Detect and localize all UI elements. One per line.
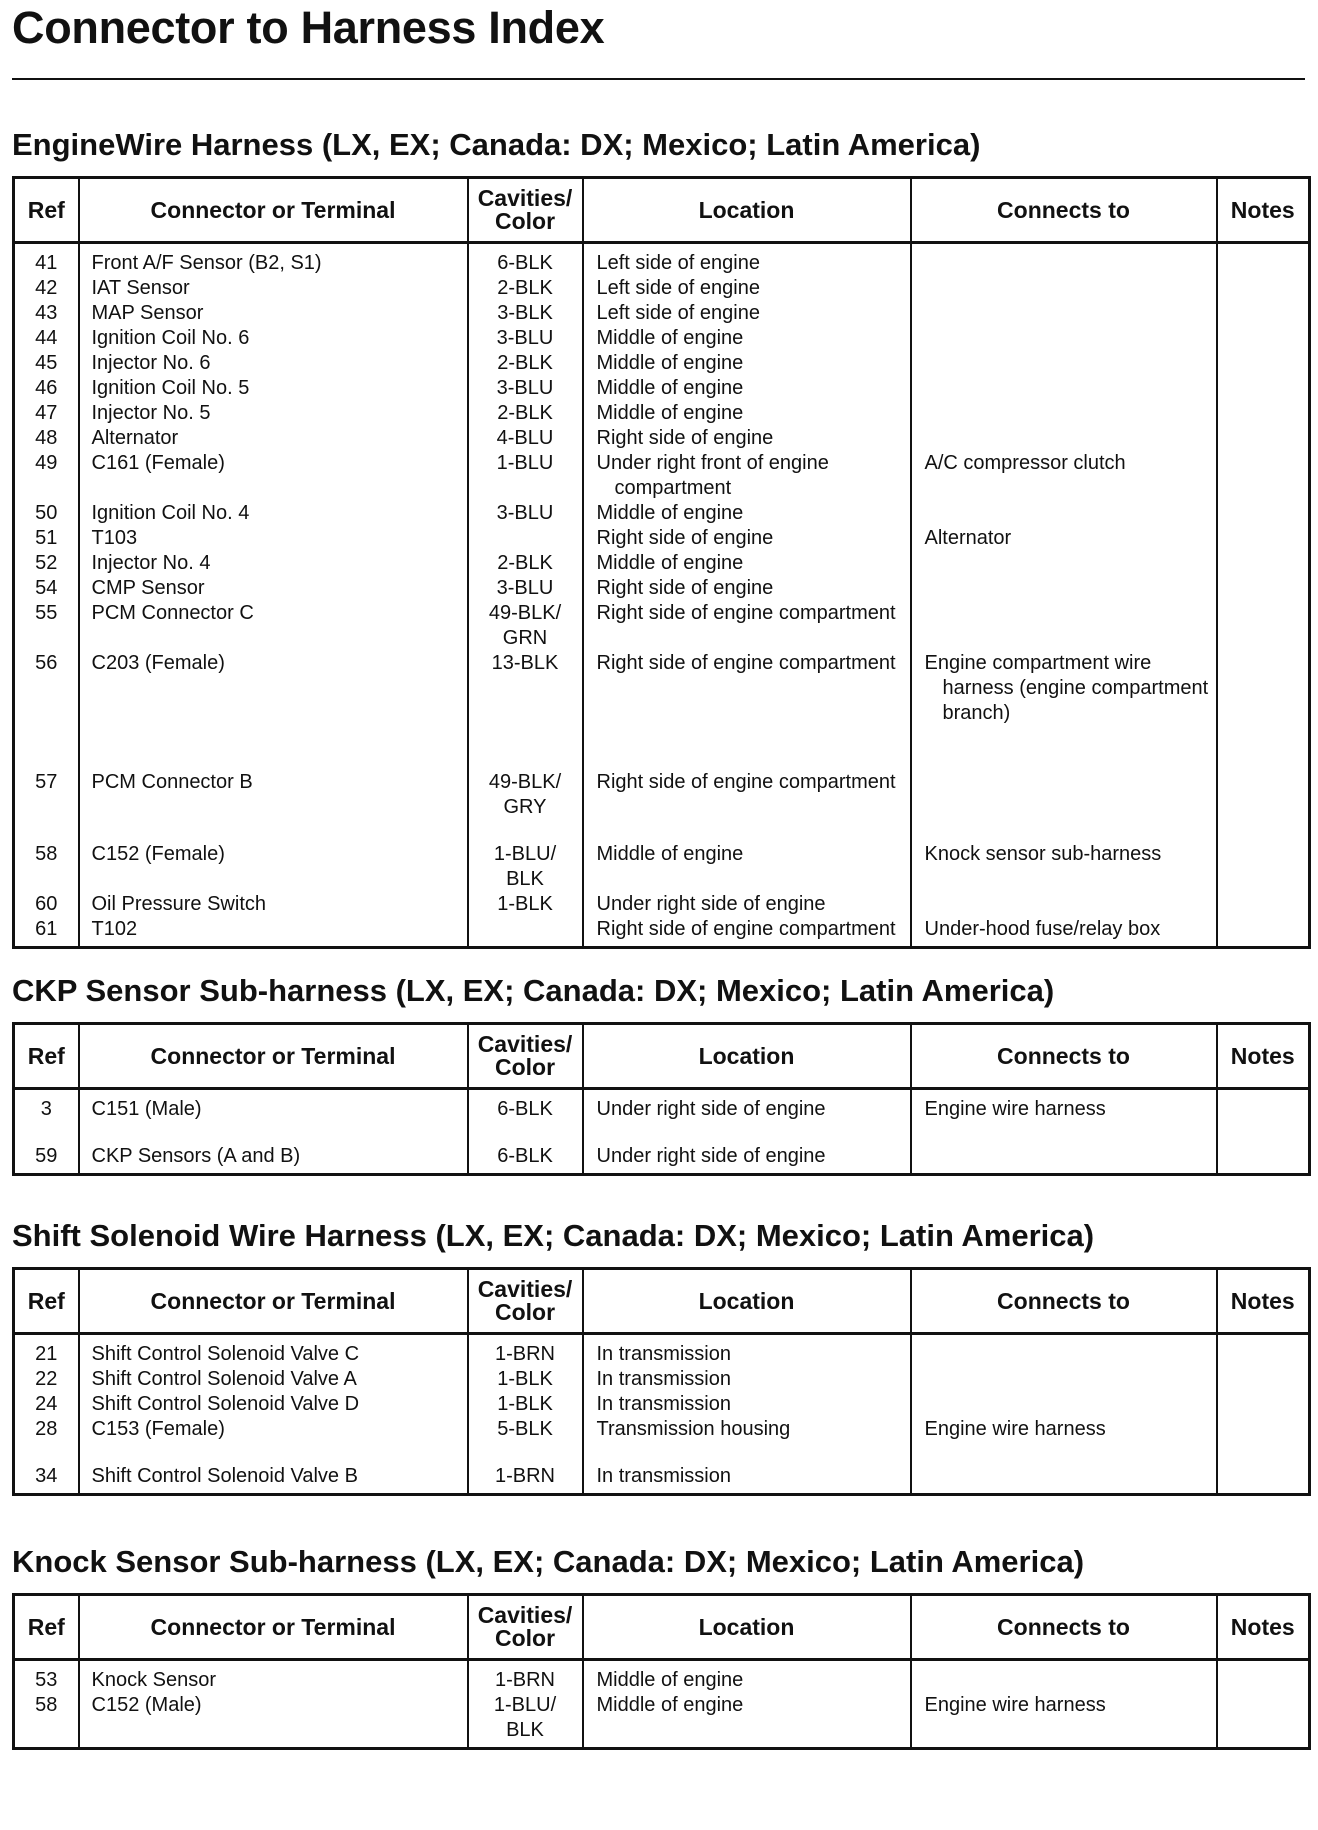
table-row	[14, 426, 1310, 451]
spacer-row	[14, 1169, 1310, 1175]
cell-ref: 41	[14, 251, 79, 276]
cell-notes	[1217, 301, 1310, 326]
cell-cavities: 2-BLK	[468, 401, 583, 426]
spacer-row	[14, 1122, 1310, 1144]
cell-location: Left side of engine	[583, 251, 911, 276]
cell-connects-to	[911, 1668, 1217, 1693]
table-row	[14, 301, 1310, 326]
cell-connects-to	[911, 251, 1217, 276]
cell-cavities: 2-BLK	[468, 276, 583, 301]
table-row	[14, 526, 1310, 551]
table-row	[14, 1392, 1310, 1417]
header-cavities: Cavities/ Color	[468, 1024, 583, 1089]
cell-connects-to	[911, 1464, 1217, 1489]
cell-cavities: 49-BLK/ GRN	[468, 601, 583, 651]
cell-notes	[1217, 842, 1310, 892]
cell-connector: C153 (Female)	[79, 1417, 468, 1442]
cell-connector: C151 (Male)	[79, 1097, 468, 1122]
cell-notes	[1217, 1342, 1310, 1367]
cell-connects-to: Under-hood fuse/relay box	[911, 917, 1217, 942]
header-ref: Ref	[14, 1269, 79, 1334]
cell-ref: 58	[14, 842, 79, 892]
cell-notes	[1217, 326, 1310, 351]
table-row	[14, 251, 1310, 276]
cell-location: Middle of engine	[583, 551, 911, 576]
cell-cavities	[468, 917, 583, 942]
cell-connector: Shift Control Solenoid Valve B	[79, 1464, 468, 1489]
cell-connector: C152 (Female)	[79, 842, 468, 892]
cell-notes	[1217, 451, 1310, 501]
ckp-sensor-sub-harness-table	[12, 1022, 1311, 1176]
header-notes: Notes	[1217, 178, 1310, 243]
cell-cavities: 1-BRN	[468, 1668, 583, 1693]
cell-notes	[1217, 551, 1310, 576]
cell-ref: 59	[14, 1144, 79, 1169]
engine-wire-harness-table	[12, 176, 1311, 949]
spacer-row	[14, 243, 1310, 252]
page-title: Connector to Harness Index	[12, 2, 605, 53]
cell-connects-to: Engine wire harness	[911, 1097, 1217, 1122]
cell-cavities: 1-BLK	[468, 892, 583, 917]
cell-cavities: 1-BLK	[468, 1367, 583, 1392]
cell-connects-to	[911, 326, 1217, 351]
header-location: Location	[583, 1269, 911, 1334]
cell-notes	[1217, 351, 1310, 376]
cell-ref: 34	[14, 1464, 79, 1489]
spacer-row	[14, 1743, 1310, 1749]
cell-location: Middle of engine	[583, 401, 911, 426]
cell-connects-to	[911, 301, 1217, 326]
cell-cavities: 3-BLU	[468, 326, 583, 351]
table-row	[14, 551, 1310, 576]
cell-ref: 45	[14, 351, 79, 376]
cell-location: Right side of engine compartment	[583, 770, 911, 820]
cell-connects-to: A/C compressor clutch	[911, 451, 1217, 501]
cell-connector: Ignition Coil No. 4	[79, 501, 468, 526]
cell-cavities: 3-BLU	[468, 376, 583, 401]
cell-connects-to: Engine wire harness	[911, 1417, 1217, 1442]
cell-connects-to	[911, 1392, 1217, 1417]
cell-notes	[1217, 892, 1310, 917]
cell-location: Under right side of engine	[583, 1097, 911, 1122]
cell-location: Middle of engine	[583, 1668, 911, 1693]
cell-ref: 54	[14, 576, 79, 601]
cell-connector: Shift Control Solenoid Valve D	[79, 1392, 468, 1417]
cell-location: Under right side of engine	[583, 1144, 911, 1169]
table-row	[14, 892, 1310, 917]
cell-cavities: 6-BLK	[468, 1097, 583, 1122]
cell-notes	[1217, 1367, 1310, 1392]
table-row	[14, 1097, 1310, 1122]
cell-ref: 47	[14, 401, 79, 426]
cell-notes	[1217, 1097, 1310, 1122]
cell-location: Right side of engine	[583, 576, 911, 601]
header-connector: Connector or Terminal	[79, 178, 468, 243]
header-notes: Notes	[1217, 1024, 1310, 1089]
table-body	[14, 1660, 1310, 1749]
cell-notes	[1217, 251, 1310, 276]
cell-cavities: 6-BLK	[468, 251, 583, 276]
cell-cavities: 3-BLK	[468, 301, 583, 326]
cell-cavities: 2-BLK	[468, 351, 583, 376]
cell-connector: Injector No. 5	[79, 401, 468, 426]
cell-location: Right side of engine	[583, 426, 911, 451]
cell-connector: CKP Sensors (A and B)	[79, 1144, 468, 1169]
spacer-row	[14, 942, 1310, 948]
cell-location: Middle of engine	[583, 376, 911, 401]
cell-cavities: 1-BRN	[468, 1342, 583, 1367]
table-row	[14, 576, 1310, 601]
cell-ref: 46	[14, 376, 79, 401]
cell-connects-to	[911, 892, 1217, 917]
table-header-row	[14, 1269, 1310, 1334]
header-location: Location	[583, 1024, 911, 1089]
cell-ref: 57	[14, 770, 79, 820]
cell-ref: 52	[14, 551, 79, 576]
cell-notes	[1217, 576, 1310, 601]
cell-ref: 51	[14, 526, 79, 551]
table-row	[14, 326, 1310, 351]
cell-connects-to: Knock sensor sub-harness	[911, 842, 1217, 892]
cell-connects-to	[911, 401, 1217, 426]
cell-connects-to	[911, 576, 1217, 601]
cell-connector: Alternator	[79, 426, 468, 451]
cell-connects-to	[911, 351, 1217, 376]
section-title-engine-wire-harness: EngineWire Harness (LX, EX; Canada: DX; Mexico; Latin America)	[12, 127, 981, 162]
table-row	[14, 601, 1310, 651]
header-ref: Ref	[14, 1024, 79, 1089]
spacer-row	[14, 1089, 1310, 1098]
table-row	[14, 501, 1310, 526]
table-row	[14, 770, 1310, 820]
cell-ref: 44	[14, 326, 79, 351]
table-row	[14, 276, 1310, 301]
cell-location: Right side of engine compartment	[583, 601, 911, 651]
cell-notes	[1217, 501, 1310, 526]
cell-location: Left side of engine	[583, 276, 911, 301]
cell-cavities: 49-BLK/ GRY	[468, 770, 583, 820]
cell-cavities: 3-BLU	[468, 501, 583, 526]
cell-cavities: 5-BLK	[468, 1417, 583, 1442]
shift-solenoid-wire-harness-table	[12, 1267, 1311, 1496]
cell-connector: Knock Sensor	[79, 1668, 468, 1693]
cell-connects-to: Engine wire harness	[911, 1693, 1217, 1743]
title-divider	[12, 78, 1305, 80]
spacer-row	[14, 1334, 1310, 1343]
table-row	[14, 917, 1310, 942]
table-row	[14, 1417, 1310, 1442]
cell-connector: PCM Connector B	[79, 770, 468, 820]
header-notes: Notes	[1217, 1269, 1310, 1334]
cell-connector: PCM Connector C	[79, 601, 468, 651]
table-row	[14, 1367, 1310, 1392]
table-row	[14, 1668, 1310, 1693]
cell-connector: MAP Sensor	[79, 301, 468, 326]
cell-location: In transmission	[583, 1464, 911, 1489]
table-row	[14, 1342, 1310, 1367]
cell-location: In transmission	[583, 1342, 911, 1367]
cell-connector: Injector No. 4	[79, 551, 468, 576]
table-row	[14, 651, 1310, 726]
cell-cavities: 2-BLK	[468, 551, 583, 576]
cell-connects-to	[911, 601, 1217, 651]
spacer-row	[14, 1660, 1310, 1669]
table-row	[14, 1693, 1310, 1743]
cell-ref: 24	[14, 1392, 79, 1417]
table-row	[14, 451, 1310, 501]
cell-connects-to	[911, 1144, 1217, 1169]
spacer-row	[14, 748, 1310, 770]
cell-ref: 49	[14, 451, 79, 501]
cell-ref: 3	[14, 1097, 79, 1122]
cell-ref: 50	[14, 501, 79, 526]
cell-connects-to	[911, 426, 1217, 451]
cell-location: Middle of engine	[583, 842, 911, 892]
header-cavities: Cavities/ Color	[468, 178, 583, 243]
cell-connector: Ignition Coil No. 5	[79, 376, 468, 401]
cell-cavities: 1-BLK	[468, 1392, 583, 1417]
section-title-knock-sensor-sub-harness: Knock Sensor Sub-harness (LX, EX; Canada: DX; Mexico; Latin America)	[12, 1544, 1085, 1579]
cell-location: Right side of engine compartment	[583, 651, 911, 726]
cell-connects-to	[911, 376, 1217, 401]
table-body	[14, 1334, 1310, 1495]
cell-connects-to	[911, 1342, 1217, 1367]
cell-location: Left side of engine	[583, 301, 911, 326]
cell-notes	[1217, 526, 1310, 551]
cell-location: Middle of engine	[583, 1693, 911, 1743]
cell-connector: Oil Pressure Switch	[79, 892, 468, 917]
cell-cavities: 1-BLU	[468, 451, 583, 501]
table-row	[14, 351, 1310, 376]
cell-connector: Front A/F Sensor (B2, S1)	[79, 251, 468, 276]
cell-location: Middle of engine	[583, 501, 911, 526]
cell-ref: 53	[14, 1668, 79, 1693]
cell-connector: IAT Sensor	[79, 276, 468, 301]
cell-ref: 60	[14, 892, 79, 917]
header-connector: Connector or Terminal	[79, 1024, 468, 1089]
cell-notes	[1217, 426, 1310, 451]
cell-notes	[1217, 1693, 1310, 1743]
cell-location: Under right side of engine	[583, 892, 911, 917]
cell-location: Right side of engine	[583, 526, 911, 551]
header-connects-to: Connects to	[911, 1024, 1217, 1089]
cell-ref: 58	[14, 1693, 79, 1743]
table-body	[14, 1089, 1310, 1175]
cell-ref: 28	[14, 1417, 79, 1442]
header-cavities: Cavities/ Color	[468, 1269, 583, 1334]
cell-connector: T102	[79, 917, 468, 942]
header-connects-to: Connects to	[911, 178, 1217, 243]
header-location: Location	[583, 178, 911, 243]
cell-location: Under right front of engine compartment	[583, 451, 911, 501]
header-notes: Notes	[1217, 1595, 1310, 1660]
cell-ref: 43	[14, 301, 79, 326]
section-title-shift-solenoid-wire-harness: Shift Solenoid Wire Harness (LX, EX; Canada: DX; Mexico; Latin America)	[12, 1218, 1095, 1253]
cell-ref: 22	[14, 1367, 79, 1392]
cell-notes	[1217, 376, 1310, 401]
cell-ref: 61	[14, 917, 79, 942]
cell-ref: 55	[14, 601, 79, 651]
table-body	[14, 243, 1310, 948]
cell-notes	[1217, 1464, 1310, 1489]
cell-notes	[1217, 401, 1310, 426]
cell-notes	[1217, 1392, 1310, 1417]
cell-connector: C203 (Female)	[79, 651, 468, 726]
cell-location: In transmission	[583, 1367, 911, 1392]
cell-cavities	[468, 526, 583, 551]
cell-notes	[1217, 770, 1310, 820]
spacer-row	[14, 820, 1310, 842]
cell-cavities: 1-BLU/ BLK	[468, 842, 583, 892]
header-connector: Connector or Terminal	[79, 1595, 468, 1660]
cell-connects-to	[911, 276, 1217, 301]
cell-connects-to: Alternator	[911, 526, 1217, 551]
cell-connector: Injector No. 6	[79, 351, 468, 376]
spacer-row	[14, 1442, 1310, 1464]
table-row	[14, 376, 1310, 401]
cell-notes	[1217, 917, 1310, 942]
cell-notes	[1217, 1668, 1310, 1693]
cell-cavities: 1-BLU/ BLK	[468, 1693, 583, 1743]
table-row	[14, 1144, 1310, 1169]
cell-location: Middle of engine	[583, 326, 911, 351]
header-connector: Connector or Terminal	[79, 1269, 468, 1334]
knock-sensor-sub-harness-table	[12, 1593, 1311, 1750]
table-header-row	[14, 1595, 1310, 1660]
cell-notes	[1217, 1144, 1310, 1169]
cell-connector: T103	[79, 526, 468, 551]
section-title-ckp-sensor-sub-harness: CKP Sensor Sub-harness (LX, EX; Canada: DX; Mexico; Latin America)	[12, 973, 1055, 1008]
cell-location: Transmission housing	[583, 1417, 911, 1442]
spacer-row	[14, 726, 1310, 748]
cell-notes	[1217, 651, 1310, 726]
table-header-row	[14, 178, 1310, 243]
cell-ref: 56	[14, 651, 79, 726]
cell-cavities: 3-BLU	[468, 576, 583, 601]
table-row	[14, 842, 1310, 892]
cell-connects-to	[911, 501, 1217, 526]
cell-notes	[1217, 276, 1310, 301]
table-row	[14, 1464, 1310, 1489]
cell-notes	[1217, 1417, 1310, 1442]
cell-cavities: 13-BLK	[468, 651, 583, 726]
cell-connector: Shift Control Solenoid Valve C	[79, 1342, 468, 1367]
cell-ref: 48	[14, 426, 79, 451]
cell-cavities: 1-BRN	[468, 1464, 583, 1489]
cell-connects-to	[911, 551, 1217, 576]
cell-notes	[1217, 601, 1310, 651]
header-location: Location	[583, 1595, 911, 1660]
cell-connects-to	[911, 770, 1217, 820]
header-ref: Ref	[14, 1595, 79, 1660]
cell-ref: 42	[14, 276, 79, 301]
cell-location: Right side of engine compartment	[583, 917, 911, 942]
spacer-row	[14, 1489, 1310, 1495]
table-row	[14, 401, 1310, 426]
cell-connector: Ignition Coil No. 6	[79, 326, 468, 351]
cell-connects-to: Engine compartment wire harness (engine compartment branch)	[911, 651, 1217, 726]
cell-ref: 21	[14, 1342, 79, 1367]
header-connects-to: Connects to	[911, 1269, 1217, 1334]
cell-location: In transmission	[583, 1392, 911, 1417]
cell-connector: CMP Sensor	[79, 576, 468, 601]
cell-location: Middle of engine	[583, 351, 911, 376]
header-cavities: Cavities/ Color	[468, 1595, 583, 1660]
header-ref: Ref	[14, 178, 79, 243]
cell-connector: C161 (Female)	[79, 451, 468, 501]
table-header-row	[14, 1024, 1310, 1089]
cell-cavities: 4-BLU	[468, 426, 583, 451]
cell-connector: Shift Control Solenoid Valve A	[79, 1367, 468, 1392]
cell-connector: C152 (Male)	[79, 1693, 468, 1743]
cell-connects-to	[911, 1367, 1217, 1392]
cell-cavities: 6-BLK	[468, 1144, 583, 1169]
header-connects-to: Connects to	[911, 1595, 1217, 1660]
